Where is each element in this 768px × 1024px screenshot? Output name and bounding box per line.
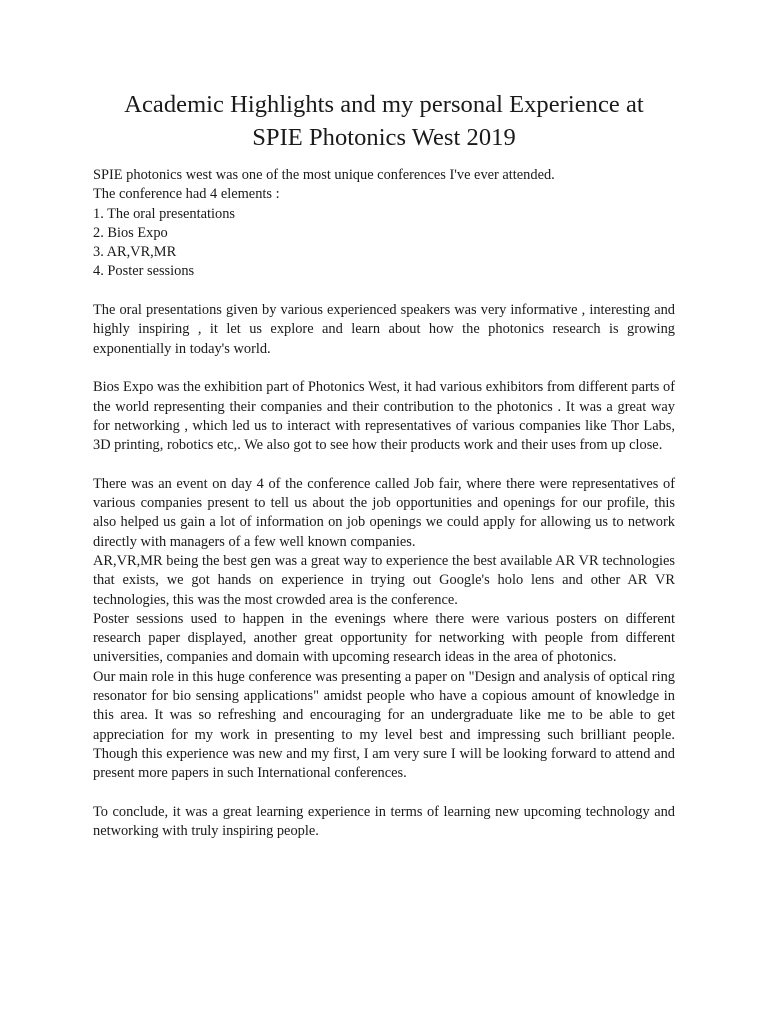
intro-line: SPIE photonics west was one of the most unique conferences I've ever attended.: [93, 167, 555, 183]
document-page: [93, 88, 675, 841]
paragraph-gap: [93, 282, 675, 301]
paragraph-poster-sessions: Poster sessions used to happen in the evenings where there were various posters on different research paper displayed, another great opportunity for networking with people from different universities, companies and domain with upcoming research ideas in the area of photonics.: [93, 610, 675, 666]
paragraph-ar-vr-mr: AR,VR,MR being the best gen was a great way to experience the best available AR VR technologies that exists, we got hands on experience in trying out Google's holo lens and other AR VR technologies, this was the most crowded area is the conference.: [93, 552, 675, 608]
intro-line: The conference had 4 elements :: [93, 186, 280, 203]
paragraph-oral-presentations: The oral presentations given by various experienced speakers was very informative , interesting and highly inspiring , it let us explore and learn about how the photonics research is growing exponentially in today's world.: [93, 302, 675, 357]
paragraph-main-role: Our main role in this huge conference was presenting a paper on "Design and analysis of optical ring resonator for bio sensing applications" amidst people who have a copious amount of knowledge in this area. It was so refreshing and encouraging for an undergraduate like me to be able to get appreciation for my work in presenting to my level best and impressing such brilliant people. Though this experience was new and my first, I am very sure I will be looking forward to attend and present more papers in such International conferences.: [93, 668, 675, 782]
paragraph-gap: [93, 455, 675, 474]
title-line-1: Academic Highlights and my personal Experience at: [124, 91, 644, 118]
document-title: [93, 88, 675, 154]
paragraph-gap: [93, 784, 675, 803]
paragraph-bios-expo: Bios Expo was the exhibition part of Photonics West, it had various exhibitors from different parts of the world representing their companies and their contribution to the photonics . It was a great way for networking , which led us to interact with representatives of various companies like Thor Labs, 3D printing, robotics etc,. We also got to see how their products work and their uses from up close.: [93, 379, 675, 454]
paragraph-conclusion: To conclude, it was a great learning experience in terms of learning new upcoming technology and networking with truly inspiring people.: [93, 803, 675, 840]
list-item: 1. The oral presentations: [93, 205, 236, 222]
paragraph-job-fair: There was an event on day 4 of the conference called Job fair, where there were representatives of various companies present to tell us about the job opportunities and openings for our profile, this also helped us gain a lot of information on job openings we could apply for allowing us to network directly with managers of a few well known companies.: [93, 475, 675, 550]
paragraph-gap: [93, 359, 675, 378]
list-item: 3. AR,VR,MR: [93, 244, 177, 261]
list-item: 4. Poster sessions: [93, 263, 195, 280]
title-line-2: SPIE Photonics West 2019: [252, 124, 516, 151]
list-item: 2. Bios Expo: [93, 224, 168, 241]
